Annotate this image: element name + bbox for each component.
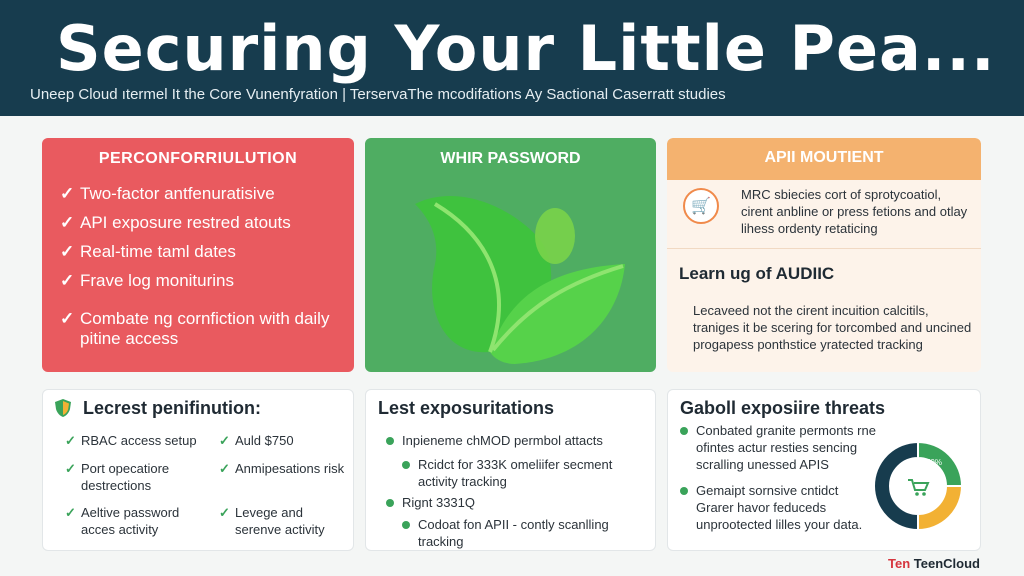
page-title: Securing Your Little Pea...	[56, 12, 996, 85]
card-api-text: MRC sbiecies cort of sprotycoatiol, cirent anbline or press fetions and otlay lihess ordenty retaticing	[741, 187, 968, 236]
check-icon: ✓	[60, 271, 75, 290]
card-api-description: Lecaveed not the cirent incuition calcitils, traniges it be scering for torcombed and uncined progapess ponthstice yratected tracking	[693, 303, 972, 352]
list-item: ✓ RBAC access setup	[65, 433, 197, 448]
donut-segment-navy	[874, 442, 918, 530]
header-banner	[0, 0, 1024, 116]
bullet-icon	[680, 487, 688, 495]
list-item: Conbated granite permonts rne ofintes actur resties sencing scralling unessed APIS	[680, 422, 880, 473]
list-item: ✓ API exposure restred atouts	[60, 213, 291, 232]
card-configuration-title: PERCONFORRIULUTION	[98, 150, 298, 167]
list-item: ✓ Combate ng cornfiction with daily pitine access	[60, 309, 330, 348]
bullet-icon	[402, 461, 410, 469]
brand-logo: Ten TeenCloud	[888, 556, 980, 571]
card-api-header	[667, 138, 981, 180]
card-api-monitoring	[667, 138, 981, 372]
list-item: Codoat fon APII - contly scanlling tracking	[402, 516, 642, 550]
list-item: ✓ Levege and serenve activity	[219, 505, 325, 537]
check-icon: ✓	[60, 213, 75, 232]
bullet-icon	[402, 521, 410, 529]
list-item: ✓ Frave log moniturins	[60, 271, 235, 290]
cart-icon	[908, 480, 928, 496]
bullet-icon	[680, 427, 688, 435]
card-least-exposure-title: Lest exposuritations	[378, 398, 555, 418]
configuration-list	[60, 184, 350, 358]
card-least-exposure	[365, 389, 656, 551]
check-icon: ✓	[219, 505, 230, 520]
card-least-permission	[42, 389, 354, 551]
list-item: ✓ Anmipesations risk	[219, 461, 345, 476]
check-icon: ✓	[60, 184, 75, 203]
list-item: Inpieneme chMOD permbol attacts	[386, 432, 646, 449]
shield-icon	[53, 398, 73, 418]
donut-label: 50%	[925, 458, 943, 467]
check-icon: ✓	[60, 242, 75, 261]
card-least-permission-title: Lecrest penifinution:	[83, 398, 262, 418]
card-api-title: APII MOUTIENT	[764, 149, 884, 166]
check-icon: ✓	[60, 309, 75, 328]
card-password-title: WHIR PASSWORD	[440, 150, 581, 167]
list-item: ✓ Real-time taml dates	[60, 242, 236, 261]
leaf-icon	[395, 174, 635, 369]
bullet-icon	[386, 499, 394, 507]
list-item: ✓ Two-factor antfenuratisive	[60, 184, 275, 203]
card-configuration	[42, 138, 354, 372]
check-icon: ✓	[219, 433, 230, 448]
card-api-subtitle: Learn ug of AUDIIC	[679, 264, 835, 283]
list-item: Rignt 3331Q	[386, 494, 646, 511]
cart-icon: 🛒	[683, 188, 719, 224]
check-icon: ✓	[65, 505, 76, 520]
page-subtitle: Uneep Cloud ıtermel It the Core Vunenfyration | TerservaThe mcodifations Ay Sactional Caserratt studies	[30, 86, 726, 103]
list-item: Gemaipt sornsive cntidct Grarer havor feduceds unprootected lilles your data.	[680, 482, 870, 533]
card-password	[365, 138, 656, 372]
check-icon: ✓	[219, 461, 230, 476]
list-item: ✓ Auld $750	[219, 433, 294, 448]
check-icon: ✓	[65, 461, 76, 476]
check-icon: ✓	[65, 433, 76, 448]
card-global-exposure-title: Gaboll exposiire threats	[680, 398, 886, 418]
list-item: ✓ Port opecatiore destrections	[65, 461, 170, 493]
divider	[667, 248, 981, 249]
list-item: ✓ Aeltive password acces activity	[65, 505, 180, 537]
list-item: Rcidct for 333K omeliifer secment activity tracking	[402, 456, 642, 490]
bullet-icon	[386, 437, 394, 445]
exposure-donut-chart	[870, 438, 966, 534]
